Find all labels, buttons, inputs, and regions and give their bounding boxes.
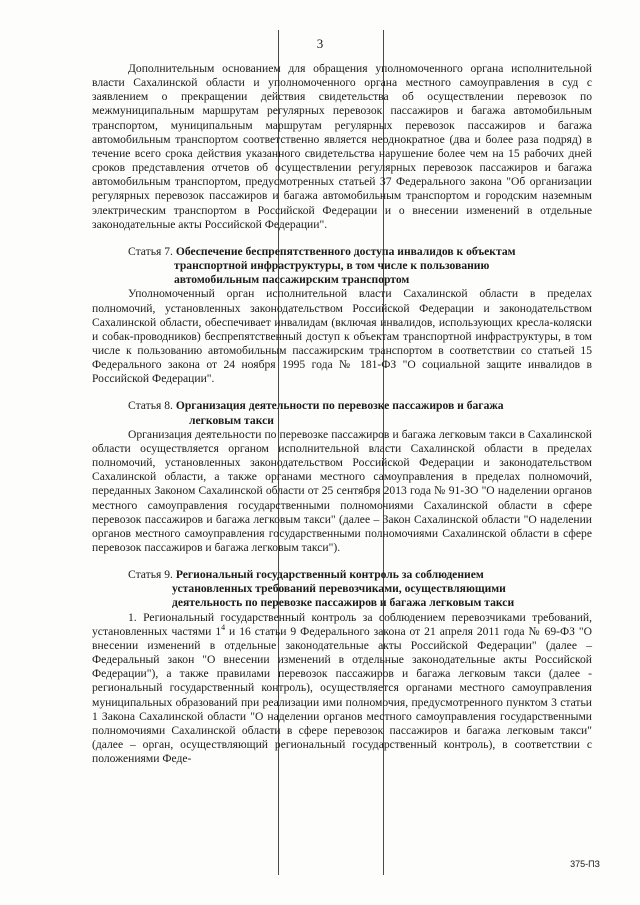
article-7-number: Статья 7. [128, 244, 173, 258]
page-number: 3 [316, 36, 324, 51]
article-9-title-line-1: Региональный государственный контроль за соблюдением [175, 568, 484, 582]
article-9-title-line-2: установленных требований перевозчиками, осуществляющими [172, 582, 506, 596]
article-7-title-line-1: Обеспечение беспрепятственного доступа инвалидов к объектам [175, 244, 516, 258]
article-7-title-line-3: автомобильным пассажирским транспортом [174, 273, 410, 287]
document-body [92, 62, 592, 766]
article-7-text: Уполномоченный орган исполнительной власти Сахалинской области в пределах полномочий, установленных законодательством Российской Федерации и законодательством Сахалинской области, обеспечивает инвалидам (включая инвалидов, использующих кресла-коляски и собак-проводников) беспрепятственный доступ к объектам транспортной инфраструктуры, в том числе к пользованию автомобильным пассажирским транспортом в соответствии со статьей 15 Федерального закона от 24 ноября 1995 года № 181-ФЗ "О социальной защите инвалидов в Российской Федерации". [92, 287, 592, 386]
article-7-title-line-2: транспортной инфраструктуры, в том числе к пользованию [174, 259, 490, 273]
article-7-heading [92, 245, 592, 287]
article-8-number: Статья 8. [128, 399, 173, 413]
article-9-heading [92, 568, 592, 610]
article-9-number: Статья 9. [128, 568, 173, 582]
article-9-text-part-b: и 16 статьи 9 Федерального закона от 21 апреля 2011 года № 69-ФЗ "О внесении изменений в отдельные законодательные акты Российской Федерации" (далее – Федеральный закон "О внесении изменений в отдельные законодательные акты Российской Федерации"), а также правилами перевозок пассажиров и багажа легковым такси (далее - региональный государственный контроль), осуществляется органами местного самоуправления муниципальных образований при реализации ими полномочия, предусмотренного пунктом 3 статьи 1 Закона Сахалинской области "О наделении органов местного самоуправления государственными полномочиями Сахалинской области в сфере перевозок пассажиров и багажа легковым такси" (далее – орган, осуществляющий региональный государственный контроль), в соответствии с положениями Феде- [92, 624, 592, 766]
paragraph-intro: Дополнительным основанием для обращения уполномоченного органа исполнительной власти Сахалинской области и уполномоченного органа местного самоуправления в суд с заявлением о прекращении действия свидетельства об осуществлении перевозок по межмуниципальным маршрутам регулярных перевозок пассажиров и багажа автомобильным транспортом, муниципальным маршрутам регулярных перевозок пассажиров и багажа автомобильным транспортом соответственно является неоднократное (два и более раза подряд) в течение всего срока действия указанного свидетельства нарушение более чем на 15 рабочих дней сроков представления отчетов об осуществлении регулярных перевозок пассажиров и багажа автомобильным транспортом, предусмотренных статьей 37 Федерального закона "Об организации регулярных перевозок пассажиров и багажа автомобильным транспортом и городским наземным электрическим транспортом в Российской Федерации и о внесении изменений в отдельные законодательные акты Российской Федерации". [92, 62, 592, 231]
article-9-text-superscript: 4 [221, 622, 226, 632]
article-8-text: Организация деятельности по перевозке пассажиров и багажа легковым такси в Сахалинской области осуществляется органом исполнительной власти Сахалинской области в пределах полномочий, установленных законодательством Российской Федерации и законодательством Сахалинской области, а также органами местного самоуправления в пределах полномочий, переданных Законом Сахалинской области от 25 сентября 2013 года № 91-ЗО "О наделении органов местного самоуправления государственными полномочиями Сахалинской области в сфере перевозок пассажиров и багажа легковым такси" (далее – Закон Сахалинской области "О наделении органов местного самоуправления государственными полномочиями Сахалинской области в сфере перевозок пассажиров и багажа легковым такси"). [92, 427, 592, 554]
article-8-heading [92, 399, 592, 427]
article-9-text [92, 611, 592, 767]
article-9-text-part-a: 1. Региональный государственный контроль за соблюдением перевозчиками требований, установленных частями 1 [92, 610, 592, 638]
document-code: 375-ПЗ [570, 859, 600, 869]
article-8-title-line-1: Организация деятельности по перевозке пассажиров и багажа [175, 399, 504, 413]
article-9-title-line-3: деятельность по перевозке пассажиров и багажа легковым такси [172, 596, 515, 610]
article-8-title-line-2: легковым такси [189, 413, 274, 427]
